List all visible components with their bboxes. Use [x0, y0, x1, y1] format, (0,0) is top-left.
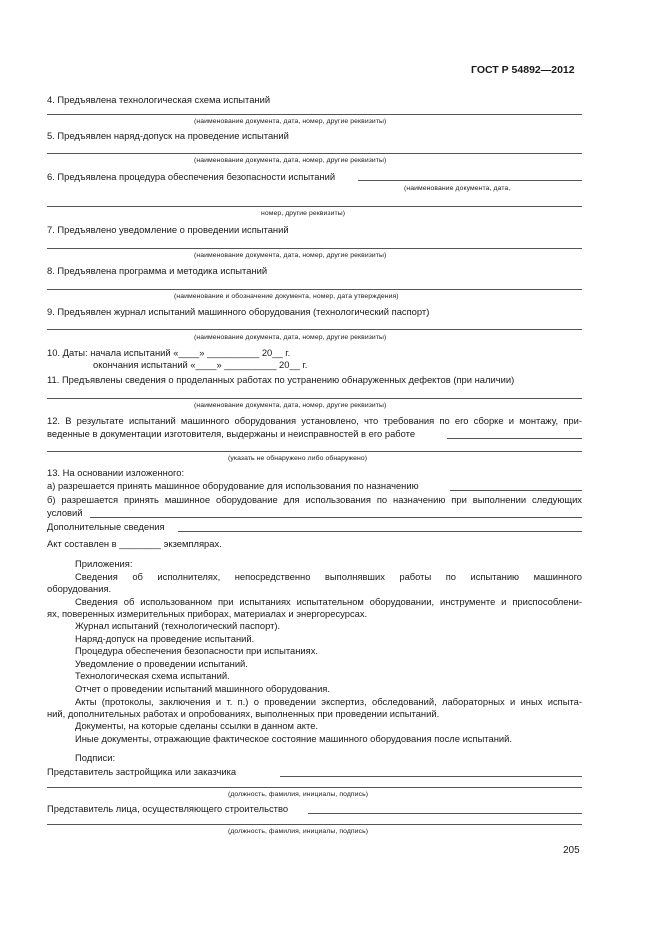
signature-customer-caption: (должность, фамилия, инициалы, подпись) [228, 791, 369, 798]
item-7-text: 7. Предъявлено уведомление о проведении испытаний [47, 224, 289, 235]
item-6-line-inline [358, 180, 582, 181]
appendix-item-9-line1: Акты (протоколы, заключения и т. п.) о проведении экспертиз, обследований, лабораторных и иных испыта- [75, 696, 582, 707]
item-6-text: 6. Предъявлена процедура обеспечения безопасности испытаний [47, 171, 336, 182]
item-13a-text: а) разрешается принять машинное оборудование для использования по назначению [47, 480, 419, 491]
signature-builder-label: Представитель лица, осуществляющего строительство [47, 803, 289, 814]
item-12-line [47, 451, 582, 452]
item-4-line [47, 114, 582, 115]
item-11-caption: (наименование документа, дата, номер, другие реквизиты) [194, 402, 387, 409]
item-6-caption-a: (наименование документа, дата, [404, 185, 511, 192]
item-6-line [47, 206, 582, 207]
item-5-text: 5. Предъявлен наряд-допуск на проведение испытаний [47, 130, 289, 141]
appendix-item-5: Процедура обеспечения безопасности при испытаниях. [75, 645, 319, 656]
document-code: ГОСТ Р 54892—2012 [471, 64, 575, 76]
signature-customer-line-2 [47, 787, 582, 788]
item-9-text: 9. Предъявлен журнал испытаний машинного оборудования (технологический паспорт) [47, 306, 430, 317]
appendix-item-7: Технологическая схема испытаний. [75, 670, 230, 681]
item-13a-line [450, 490, 582, 491]
item-8-line [47, 289, 582, 290]
extra-info-line [178, 531, 582, 532]
item-12-text-line2: веденные в документации изготовителя, выдержаны и неисправностей в его работе [47, 428, 416, 439]
item-8-caption: (наименование и обозначение документа, номер, дата утверждения) [174, 293, 399, 300]
appendix-item-4: Наряд-допуск на проведение испытаний. [75, 633, 255, 644]
item-4-caption: (наименование документа, дата, номер, другие реквизиты) [194, 118, 387, 125]
item-7-caption: (наименование документа, дата, номер, другие реквизиты) [194, 252, 387, 259]
appendix-item-6: Уведомление о проведении испытаний. [75, 658, 248, 669]
item-5-line [47, 153, 582, 154]
signature-builder-line [308, 813, 582, 814]
item-10-end-date: окончания испытаний «____» __________ 20__ г. [93, 359, 308, 370]
item-8-text: 8. Предъявлена программа и методика испытаний [47, 265, 268, 276]
appendix-item-1-line2: оборудования. [47, 583, 112, 594]
appendix-item-8: Отчет о проведении испытаний машинного оборудования. [75, 683, 330, 694]
signature-customer-line [280, 776, 582, 777]
item-10-start-date: 10. Даты: начала испытаний «____» __________ 20__ г. [47, 347, 291, 358]
item-11-text: 11. Предъявлены сведения о проделанных работах по устранению обнаруженных дефектов (при наличии) [47, 374, 515, 385]
appendix-item-2-line1: Сведения об использованном при испытаниях испытательном оборудовании, инструменте и приспособлени- [75, 596, 582, 607]
item-4-text: 4. Предъявлена технологическая схема испытаний [47, 94, 271, 105]
appendix-item-9-line2: ний, дополнительных работах и опробованиях, выполненных при проведении испытаний. [47, 708, 440, 719]
item-13b-text-line1: б) разрешается принять машинное оборудование для использования по назначению при выполнении следующих [47, 494, 582, 505]
appendix-item-2-line2: ях, поверенных измерительных приборах, материалах и энергоресурсах. [47, 608, 368, 619]
page-number: 205 [563, 845, 580, 856]
item-13b-line [90, 517, 582, 518]
item-12-text-line1: 12. В результате испытаний машинного оборудования установлено, что требования по его сборке и монтажу, при- [47, 415, 582, 426]
act-copies-text: Акт составлен в ________ экземплярах. [47, 538, 222, 549]
signatures-title: Подписи: [75, 752, 116, 763]
extra-info-label: Дополнительные сведения [47, 521, 165, 532]
item-13-text: 13. На основании изложенного: [47, 467, 185, 478]
item-12-line-inline [447, 438, 582, 439]
signature-builder-line-2 [47, 824, 582, 825]
signature-customer-label: Представитель застройщика или заказчика [47, 766, 237, 777]
item-13b-text-line2: условий [47, 507, 83, 518]
appendix-item-3: Журнал испытаний (технологический паспорт). [75, 620, 281, 631]
signature-builder-caption: (должность, фамилия, инициалы, подпись) [228, 828, 369, 835]
appendix-item-10: Документы, на которые сделаны ссылки в данном акте. [75, 720, 319, 731]
appendix-item-1-line1: Сведения об исполнителях, непосредственно выполнявших работы по испытанию машинного [75, 571, 582, 582]
appendix-title: Приложения: [75, 558, 133, 569]
item-5-caption: (наименование документа, дата, номер, другие реквизиты) [194, 157, 387, 164]
item-9-line [47, 329, 582, 330]
item-12-caption: (указать не обнаружено либо обнаружено) [228, 455, 368, 462]
item-6-caption-b: номер, другие реквизиты) [261, 210, 346, 217]
appendix-item-11: Иные документы, отражающие фактическое состояние машинного оборудования после испытаний. [75, 733, 512, 744]
item-11-line [47, 398, 582, 399]
item-9-caption: (наименование документа, дата, номер, другие реквизиты) [194, 334, 387, 341]
item-7-line [47, 248, 582, 249]
